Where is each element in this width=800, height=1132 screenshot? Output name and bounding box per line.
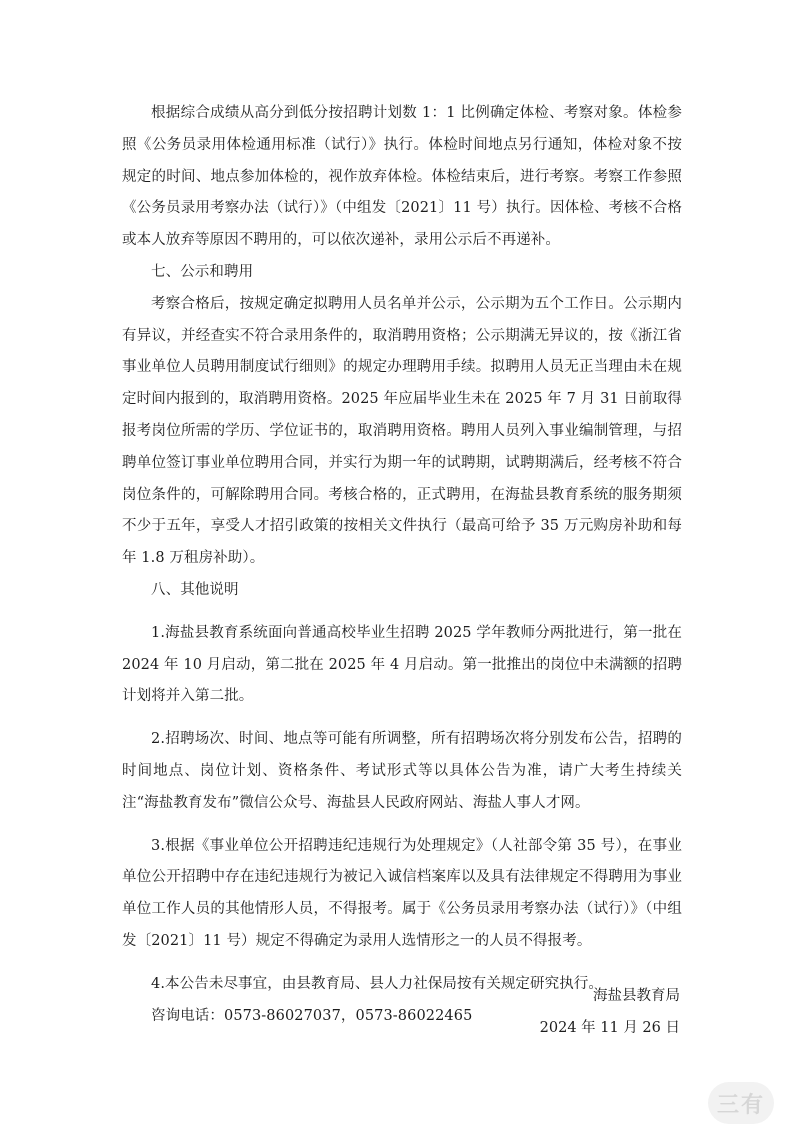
signature-org: 海盐县教育局 [593,988,680,1004]
paragraph-note-4: 4.本公告未尽事宜，由县教育局、县人力社保局按有关规定研究执行。 [151,975,604,992]
paragraph-publicity-employment: 考察合格后，按规定确定拟聘用人员名单并公示，公示期为五个工作日。公示期内有异议，并经查实不符合录用条件的，取消聘用资格；公示期满无异议的，按《浙江省事业单位人员聘用制度试行细则》的规定办理聘用手续。拟聘用人员无正当理由未在规定时间内报到的，取消聘用资格。2025 年应届毕业生未在 2025 年 7 月 31 日前取得报考岗位所需的学历、学位证书的，取消聘用资格。聘用人员列入事业编制管理，与招聘单位签订事业单位聘用合同，并实行为期一年的试聘期，试聘期满后，经考核不符合岗位条件的，可解除聘用合同。考核合格的，正式聘用，在海盐县教育系统的服务期须不少于五年，享受人才招引政策的按相关文件执行（最高可给予 35 万元购房补助和每年 1.8 万租房补助）。 [122,295,682,567]
paragraph-note-2: 2.招聘场次、时间、地点等可能有所调整，所有招聘场次将分别发布公告，招聘的时间地点、岗位计划、资格条件、考试形式等以具体公告为准，请广大考生持续关注“海盐教育发布”微信公众号、海盐县人民政府网站、海盐人事人才网。 [122,731,682,811]
paragraph-note-1: 1.海盐县教育系统面向普通高校毕业生招聘 2025 学年教师分两批进行，第一批在 2024 年 10 月启动，第二批在 2025 年 4 月启动。第一批推出的岗位中未满额的招聘计划将并入第二批。 [122,624,682,705]
paragraph-exam-check: 根据综合成绩从高分到低分按招聘计划数 1：1 比例确定体检、考察对象。体检参照《公务员录用体检通用标准（试行）》执行。体检时间地点另行通知，体检对象不按规定的时间、地点参加体检的，视作放弃体检。体检结束后，进行考察。考察工作参照《公务员录用考察办法（试行）》（中组发〔2021〕11 号）执行。因体检、考核不合格或本人放弃等原因不聘用的，可以依次递补，录用公示后不再递补。 [122,105,682,249]
watermark-logo: 三有 [708,1082,774,1124]
signature-date: 2024 年 11 月 26 日 [539,1020,680,1036]
document-body [122,98,682,1032]
paragraph-note-3: 3.根据《事业单位公开招聘违纪违规行为处理规定》（人社部令第 35 号），在事业单位公开招聘中存在违纪违规行为被记入诚信档案库以及具有法律规定不得聘用为事业单位工作人员的其他情形人员，不得报考。属于《公务员录用考察办法（试行）》（中组发〔2021〕11 号）规定不得确定为录用人选情形之一的人员不得报考。 [122,837,682,949]
contact-phone: 咨询电话：0573-86027037，0573-86022465 [151,1007,473,1024]
section-heading-other: 八、其他说明 [151,581,239,598]
section-heading-publicity: 七、公示和聘用 [151,263,254,280]
